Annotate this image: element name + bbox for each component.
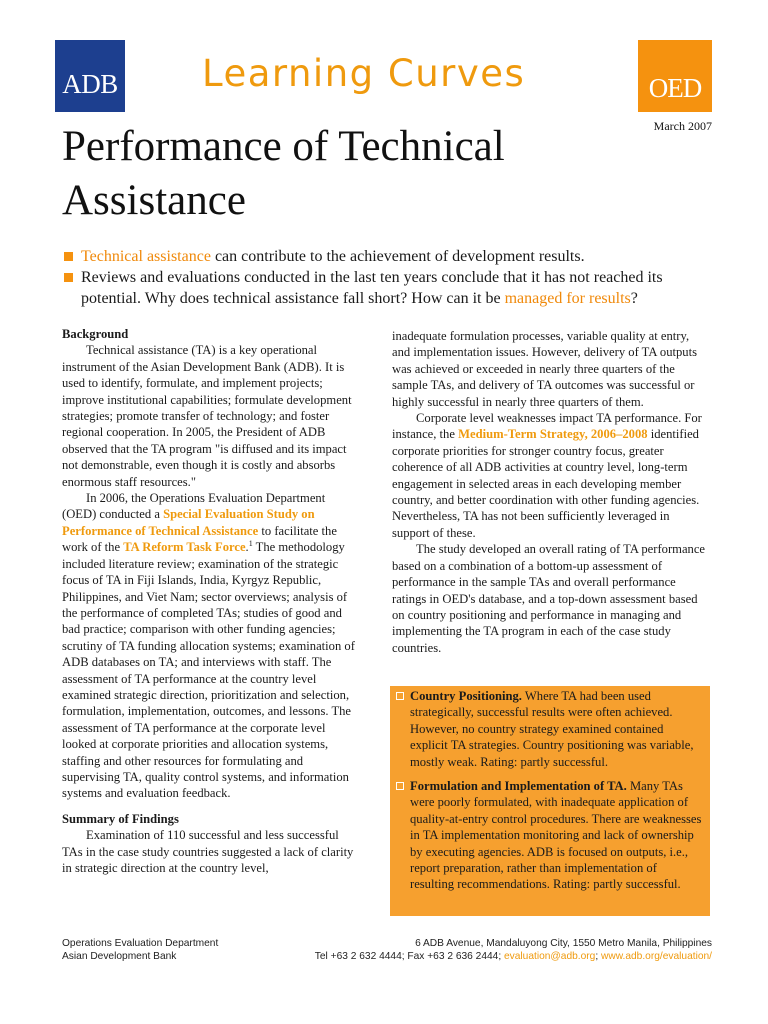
website-link[interactable]: www.adb.org/evaluation/ — [601, 950, 712, 962]
paragraph-text: identified corporate priorities for stronger country focus, greater coherence of all ADB activities at country level, long-term engagement in selected areas in each developing member country, and better coordination with other funding agencies. Nevertheless, TA has not been sufficiently leveraged in support of these. — [392, 427, 700, 540]
paragraph: Technical assistance (TA) is a key operational instrument of the Asian Development Bank (ADB). It is used to identify, formulate, and implement projects; improve institutional capabilities; formulate development strategies; promote transfer of technology; and foster regional cooperation. In 2005, the President of ADB observed that the TA program "is diffused and its impact not demonstrable, even though it is costly and absorbs enormous staff resources." — [62, 343, 352, 489]
paragraph: inadequate formulation processes, variable quality at entry, and implementation issues. However, delivery of TA outputs was achieved or exceeded in nearly three quarters of the sample TAs, and delivery of TA outcomes was successful or highly successful in nearly three quarters of them. — [392, 329, 697, 409]
page-title — [62, 120, 622, 228]
footer-contact-line — [315, 951, 712, 964]
technical-assistance-link[interactable]: Technical assistance — [81, 248, 211, 265]
footer-contact — [315, 938, 712, 963]
oed-logo — [638, 40, 712, 112]
highlight-text: can contribute to the achievement of development results. — [210, 248, 585, 265]
footer-org — [62, 938, 218, 963]
callout-lead: Country Positioning. — [410, 689, 522, 703]
footer-org-line-2: Asian Development Bank — [62, 950, 177, 962]
background-heading: Background — [62, 327, 129, 341]
highlight-item — [64, 267, 724, 309]
footer-org-line-1: Operations Evaluation Department — [62, 938, 219, 949]
callout-text: Many TAs were poorly formulated, with inadequate application of quality-at-entry control procedures. There are weaknesses in TA implementation monitoring and lack of ownership by executing agencies. ADB is focused on outputs, i.e., report preparation, rather than implementation of resulting recommendations. Rating: partly successful. — [410, 779, 702, 892]
ta-reform-task-force-link[interactable]: TA Reform Task Force — [123, 540, 246, 555]
email-link[interactable]: evaluation@adb.org — [503, 950, 596, 962]
callout-lead: Formulation and Implementation of TA. — [410, 779, 627, 794]
callout-text: Where TA had been used strategically, successful results were often achieved. However, no country strategy examined contained explicit TA strategies. Country positioning was variable, mostly weak. Rating: partly successful. — [410, 689, 694, 769]
paragraph-text: The methodology included literature review; examination of the strategic focus of TA in Fiji Islands, India, Kyrgyz Republic, Philippines, and Viet Nam; sector overviews; analysis of the performance of completed TAs; studies of good and bad practice; comparison with other funding agencies; scrutiny of TA funding allocation systems; examination of ADB databases on TA; and interviews with staff. The assessment of TA performance at the country level examined strategic direction, prioritization and selection, formulation, implementation, outcomes, and lessons. The assessment of TA performance at the corporate level looked at corporate priorities and allocation systems, staffing and other resources for formulating and supervising TA, quality control systems, and information systems and evaluation feedback. — [62, 540, 355, 801]
callout-item-country-positioning — [396, 688, 704, 770]
paragraph-text: In 2006, the Operations Evaluation Department (OED) conducted a — [62, 491, 326, 522]
callout-item-formulation — [396, 778, 704, 893]
highlight-item — [64, 246, 724, 267]
highlight-text-end: ? — [630, 290, 638, 307]
medium-term-strategy-link[interactable]: Medium-Term Strategy, 2006–2008 — [458, 427, 648, 442]
oed-logo-text: OED — [648, 73, 702, 103]
managed-for-results-link[interactable]: managed for results — [504, 290, 631, 307]
square-bullet-icon — [396, 692, 404, 700]
footnote-marker: 1 — [248, 539, 253, 549]
orange-square-bullet-icon — [64, 252, 73, 261]
findings-callout-box — [390, 686, 710, 916]
paragraph — [392, 410, 710, 541]
special-evaluation-study-link[interactable]: Special Evaluation Study on Performance of Technical Assistance — [62, 507, 315, 538]
paragraph-text: to facilitate the work of the — [62, 523, 337, 555]
paragraph: The study developed an overall rating of TA performance based on a combination of a bottom-up assessment of performance in the sample TAs and overall performance ratings in OED's database, and a top-down assessment based on country positioning and performance in managing and implementing the TA program in each of the case study countries. — [392, 542, 706, 655]
adb-logo — [55, 40, 125, 112]
highlights-list — [64, 246, 724, 309]
title-line-1: Performance of Technical — [62, 123, 505, 170]
series-title: Learning Curves — [202, 52, 526, 95]
square-bullet-icon — [396, 782, 404, 790]
footer-separator: ; — [595, 950, 601, 962]
footer-phone: Tel +63 2 632 4444; Fax +63 2 636 2444; — [314, 950, 504, 962]
left-column — [62, 326, 362, 876]
paragraph: Examination of 110 successful and less successful TAs in the case study countries suggested a lack of clarity in strategic direction at the country level, — [62, 828, 354, 875]
publication-date: March 2007 — [653, 119, 712, 133]
paragraph-text: Corporate level weaknesses impact TA performance. For instance, the — [392, 411, 702, 442]
summary-heading: Summary of Findings — [62, 811, 179, 826]
orange-square-bullet-icon — [64, 273, 73, 282]
paragraph: In 2006, the Operations Evaluation Department (OED) conducted a Special Evaluation Study on Performance of Technical Assistance to facilitate the work of the TA Reform Task Force.$^1$ The methodology included literature review; examination of the strategic focus of TA in Fiji Islands, India, Kyrgyz Republic, Philippines, and Viet Nam; sector overviews; analysis of the performance of completed TAs; studies of good and bad practice; comparison with other funding agencies; scrutiny of TA funding allocation systems; examination of ADB databases on TA; and interviews with staff. The assessment of TA performance at the country level examined strategic direction, prioritization and selection, formulation, implementation, outcomes, and lessons. The assessment of TA performance at the corporate level looked at corporate priorities and allocation systems, staffing and other resources for formulating and supervising TA, quality control systems, and information systems and evaluation feedback. — [62, 491, 355, 801]
right-column — [392, 328, 710, 656]
title-line-2: Assistance — [62, 177, 246, 224]
highlight-text: Reviews and evaluations conducted in the last ten years conclude that it has not reached its potential. Why does technical assistance fall short? How can it be — [81, 269, 663, 307]
adb-logo-text: ADB — [62, 69, 118, 99]
footer-address: 6 ADB Avenue, Mandaluyong City, 1550 Metro Manila, Philippines — [415, 938, 712, 949]
